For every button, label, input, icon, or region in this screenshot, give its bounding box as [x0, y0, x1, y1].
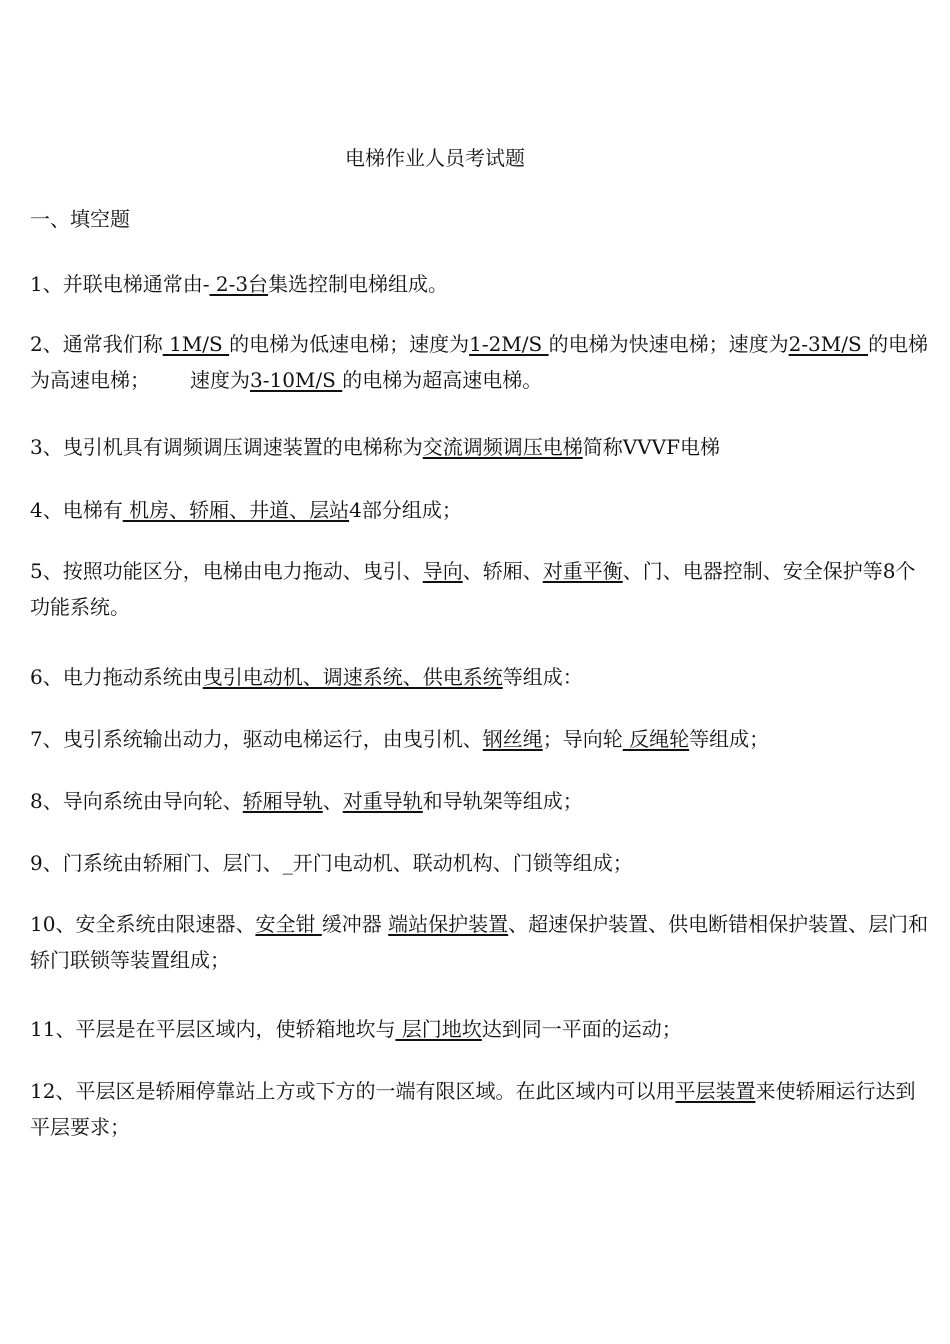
q2-answer-2: 1-2M/S [469, 332, 549, 356]
q4-text: 4、电梯有 [30, 498, 123, 522]
question-2 [30, 326, 935, 398]
question-12 [30, 1073, 935, 1145]
question-3 [30, 429, 935, 465]
q5-text-2: 、轿厢、 [462, 559, 543, 583]
q3-text-end: 简称VVVF电梯 [582, 435, 720, 459]
q8-text-3: 和导轨架等组成； [422, 789, 583, 813]
q7-answer-1: 钢丝绳 [482, 727, 543, 751]
question-9 [30, 845, 935, 881]
q2-text: 2、通常我们称 [30, 332, 163, 356]
q7-answer-2: 反绳轮 [622, 727, 690, 751]
q12-answer: 平层装置 [675, 1079, 756, 1103]
q10-text-3: 、超速保护装置、供电断错相保护装置、层门和轿门联锁等装置组成； [30, 912, 929, 972]
q7-text-3: 等组成； [689, 727, 770, 751]
q6-text-end: 等组成： [502, 665, 583, 689]
question-8 [30, 783, 935, 819]
question-5 [30, 553, 935, 625]
q9-text: 9、门系统由轿厢门、层门、_开门电动机、联动机构、门锁等组成； [30, 851, 633, 875]
q10-answer-2: 端站保护装置 [388, 912, 509, 936]
q2-text-4: 的电梯为高速电梯； [30, 332, 929, 392]
question-11 [30, 1011, 935, 1047]
q1-answer: 2-3台 [209, 272, 269, 296]
q10-answer-1: 安全钳 [255, 912, 322, 936]
q2-answer-3: 2-3M/S [788, 332, 869, 356]
question-10 [30, 906, 935, 978]
q11-text: 11、平层是在平层区域内，使轿箱地坎与 [30, 1017, 396, 1041]
q10-text-2: 缓冲器 [321, 912, 389, 936]
q7-text-2: ；导向轮 [542, 727, 623, 751]
q8-answer-2: 对重导轨 [342, 789, 423, 813]
section-heading: 一、填空题 [30, 207, 130, 231]
q2-answer-4: 3-10M/S [250, 368, 343, 392]
question-4 [30, 492, 935, 528]
question-6 [30, 659, 935, 695]
q12-text: 12、平层区是轿厢停靠站上方或下方的一端有限区域。在此区域内可以用 [30, 1079, 676, 1103]
q5-answer-2: 对重平衡 [542, 559, 623, 583]
question-7 [30, 721, 935, 757]
q2-text-5: 速度为 [190, 368, 250, 392]
q1-text: 1、并联电梯通常由- [30, 272, 210, 296]
q3-answer: 交流调频调压电梯 [422, 435, 583, 459]
q5-text-3: 、门、电器控制、安全保护等8个功能系统。 [30, 559, 916, 619]
q6-text: 6、电力拖动系统由 [30, 665, 203, 689]
q8-text-2: 、 [322, 789, 343, 813]
q2-answer-1: 1M/S [162, 332, 230, 356]
q2-text-6: 的电梯为超高速电梯。 [342, 368, 543, 392]
q3-text: 3、曳引机具有调频调压调速装置的电梯称为 [30, 435, 423, 459]
q11-text-end: 达到同一平面的运动； [481, 1017, 682, 1041]
q5-answer-1: 导向 [422, 559, 463, 583]
question-1 [30, 266, 935, 302]
q7-text: 7、曳引系统输出动力，驱动电梯运行，由曳引机、 [30, 727, 483, 751]
q8-answer-1: 轿厢导轨 [242, 789, 323, 813]
q2-text-3: 的电梯为快速电梯；速度为 [548, 332, 789, 356]
q8-text: 8、导向系统由导向轮、 [30, 789, 243, 813]
q11-answer: 层门地坎 [395, 1017, 482, 1041]
q4-text-end: 4部分组成； [349, 498, 462, 522]
q6-answer: 曳引电动机、调速系统、供电系统 [202, 665, 503, 689]
q1-text-end: 集选控制电梯组成。 [268, 272, 449, 296]
q4-answer: 机房、轿厢、井道、层站 [122, 498, 350, 522]
q12-text-end: 来使轿厢运行达到平层要求； [30, 1079, 916, 1139]
q10-text: 10、安全系统由限速器、 [30, 912, 256, 936]
q5-text: 5、按照功能区分，电梯由电力拖动、曳引、 [30, 559, 423, 583]
document-title: 电梯作业人员考试题 [345, 146, 525, 170]
q2-text-2: 的电梯为低速电梯；速度为 [229, 332, 470, 356]
